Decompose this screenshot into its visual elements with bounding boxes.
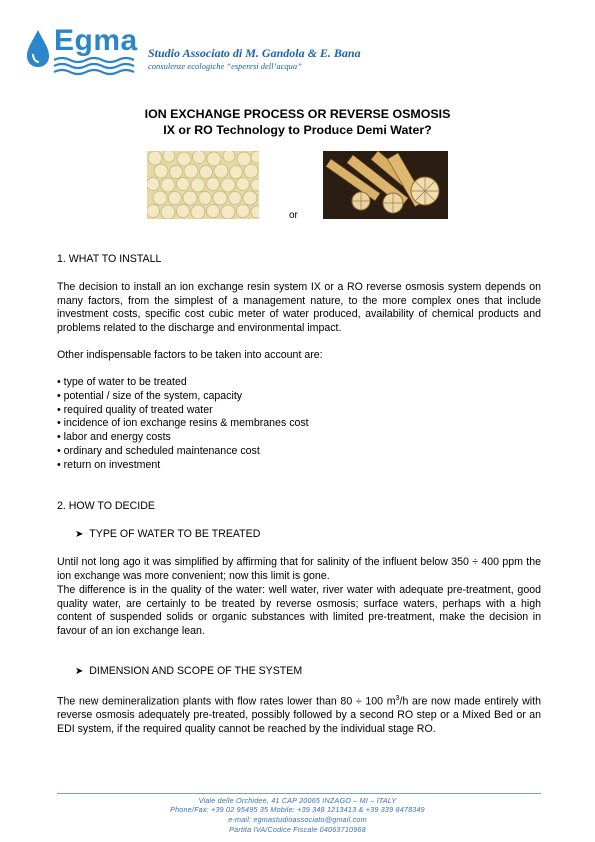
footer-vat: Partita IVA/Codice Fiscale 04063710968 — [229, 825, 366, 834]
subheading-type-of-water — [75, 528, 260, 540]
type-of-water-paragraph: Until not long ago it was simplified by affirming that for salinity of the influent below 350 ÷ 400 ppm the ion exchange was more convenient; now this limit is gone. — [57, 556, 541, 582]
document-title: ION EXCHANGE PROCESS OR REVERSE OSMOSIS — [144, 107, 451, 121]
document-subtitle: IX or RO Technology to Produce Demi Water? — [163, 123, 432, 137]
arrow-bullet-icon: ➤ — [75, 666, 84, 677]
arrow-bullet-icon: ➤ — [75, 529, 84, 540]
section-heading-what-to-install: 1. WHAT TO INSTALL — [57, 253, 162, 265]
dimension-paragraph: The new demineralization plants with flow rates lower than 80 ÷ 100 $m^3/h$ are now made entirely with reverse osmosis adequately pre-treated, possibly followed by a second RO step or a Mixed Bed or an EDI system, if the required quality cannot be reached by the individual stage RO. — [57, 695, 541, 735]
section-heading-how-to-decide: 2. HOW TO DECIDE — [57, 500, 155, 512]
list-item: • labor and energy costs — [57, 431, 171, 444]
list-item: • ordinary and scheduled maintenance cost — [57, 444, 260, 457]
factors-list — [57, 376, 541, 473]
list-item: • return on investment — [57, 458, 161, 471]
water-quality-paragraph: The difference is in the quality of the water: well water, river water with adequate pre-treatment, good quality water, are certainly to be treated by reverse osmosis; surface waters, perhaps with a high content of suspended solids or organic substances with limited pre-treatment, make the decision in favour of an ion exchange lean. — [57, 584, 541, 637]
or-label: or — [289, 210, 298, 221]
studio-name: Studio Associato di M. Gandola & E. Bana — [148, 46, 361, 60]
ro-membranes-image — [323, 151, 448, 219]
logo-wordmark: Egma — [54, 24, 138, 57]
list-item: • type of water to be treated — [57, 376, 187, 388]
section1-paragraph: The decision to install an ion exchange resin system IX or a RO reverse osmosis system depends on many factors, from the simplest of a management nature, to the more complex ones that include investment costs, specific cost cubic meter of water produced, availability of chemical products and problems related to the discharge and environmental impact. — [57, 281, 541, 334]
footer-phone: Phone/Fax: +39 02 95495 35 Mobile: +39 348 1213413 & +39 339 8478349 — [170, 805, 425, 814]
subheading-text: DIMENSION AND SCOPE OF THE SYSTEM — [89, 665, 303, 677]
list-item: • incidence of ion exchange resins & membranes cost — [57, 417, 309, 430]
footer-address: Viale delle Orchidee, 41 CAP 20065 INZAGO – MI – ITALY — [198, 796, 397, 805]
footer-divider — [57, 793, 541, 794]
subheading-dimension-scope — [75, 665, 302, 677]
subheading-text: TYPE OF WATER TO BE TREATED — [89, 528, 261, 540]
footer-email[interactable]: e-mail: egmastudioassociato@gmail.com — [228, 815, 367, 824]
studio-tagline: consulenze ecologiche “esperesi dell’acqua” — [148, 61, 302, 71]
resin-beads-image — [147, 151, 259, 219]
list-item: • required quality of treated water — [57, 403, 213, 416]
section1-intro-factors: Other indispensable factors to be taken into account are: — [57, 349, 323, 361]
list-item: • potential / size of the system, capacity — [57, 389, 243, 402]
